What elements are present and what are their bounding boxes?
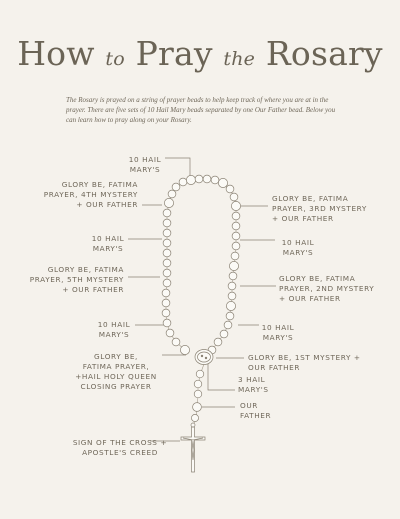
our-father-bead [218, 178, 227, 187]
hail-mary-bead [232, 242, 240, 250]
label-glory-be-1st-mystery: GLORY BE, 1ST MYSTERY + OUR FATHER [248, 353, 361, 372]
hail-mary-bead [232, 232, 240, 240]
hail-mary-bead [163, 229, 171, 237]
hail-mary-bead [163, 259, 171, 267]
hail-mary-bead [211, 176, 219, 184]
our-father-bead [231, 201, 240, 210]
pendant-bead [191, 414, 198, 421]
hail-mary-bead [231, 252, 239, 260]
title-word-to: to [105, 48, 125, 70]
hail-mary-bead [232, 222, 240, 230]
leader-lines [128, 158, 276, 441]
label-our-father: OUR FATHER [240, 401, 272, 420]
label-three-hail-marys: 3 HAIL MARY'S [238, 375, 269, 394]
hail-mary-bead [162, 289, 170, 297]
hail-mary-bead [232, 212, 240, 220]
label-left-hail-marys-2: 10 HAIL MARY'S [97, 320, 131, 339]
label-glory-be-5th-mystery: GLORY BE, FATIMA PRAYER, 5TH MYSTERY + OUR FATHER [29, 265, 124, 294]
intro-paragraph: The Rosary is prayed on a string of prayer beads to help keep track of where you are at in the prayer. There are five sets of 10 Hail Mary beads separated by one Our Father bead. Below you can learn how to pray along on your Rosary. [66, 96, 336, 124]
hail-mary-bead [162, 309, 170, 317]
hail-mary-bead [163, 249, 171, 257]
label-glory-be-4th-mystery: GLORY BE, FATIMA PRAYER, 4TH MYSTERY + OUR FATHER [43, 180, 138, 209]
hail-mary-bead [163, 279, 171, 287]
hail-mary-bead [163, 209, 171, 217]
our-father-bead [193, 403, 202, 412]
our-father-bead [229, 261, 238, 270]
label-glory-be-2nd-mystery: GLORY BE, FATIMA PRAYER, 2ND MYSTERY + OUR FATHER [279, 274, 375, 303]
our-father-bead [164, 198, 173, 207]
hail-mary-bead [168, 190, 176, 198]
title-word-rosary: Rosary [265, 34, 383, 73]
our-father-bead [186, 175, 195, 184]
hail-mary-bead [179, 178, 187, 186]
hail-mary-bead [163, 219, 171, 227]
crucifix-icon [181, 423, 205, 472]
label-top-hail-marys: 10 HAIL MARY'S [128, 155, 162, 174]
label-closing-prayer: GLORY BE, FATIMA PRAYER, +HAIL HOLY QUEEN CLOSING PRAYER [75, 352, 157, 391]
title-word-how: How [17, 34, 95, 73]
rosary-beads [162, 175, 240, 422]
label-sign-of-the-cross: SIGN OF THE CROSS + APOSTLE'S CREED [72, 438, 168, 457]
label-left-hail-marys-1: 10 HAIL MARY'S [91, 234, 125, 253]
hail-mary-bead [172, 183, 180, 191]
hail-mary-bead [224, 321, 232, 329]
hail-mary-bead [163, 269, 171, 277]
hail-mary-bead [166, 329, 174, 337]
hail-mary-bead [229, 272, 237, 280]
hail-mary-bead [163, 239, 171, 247]
hail-mary-bead [162, 299, 170, 307]
hail-mary-bead [226, 185, 234, 193]
label-right-hail-marys-1: 10 HAIL MARY'S [281, 238, 315, 257]
label-glory-be-3rd-mystery: GLORY BE, FATIMA PRAYER, 3RD MYSTERY + OUR FATHER [272, 194, 367, 223]
hail-mary-bead [220, 330, 228, 338]
hail-mary-bead [230, 193, 238, 201]
miraculous-medal-icon [195, 350, 213, 365]
hail-mary-bead [194, 390, 202, 398]
our-father-bead [226, 301, 235, 310]
hail-mary-bead [228, 292, 236, 300]
our-father-bead [180, 345, 189, 354]
hail-mary-bead [195, 175, 203, 183]
hail-mary-bead [194, 380, 202, 388]
title-word-pray: Pray [135, 34, 213, 73]
hail-mary-bead [203, 175, 211, 183]
hail-mary-bead [226, 312, 234, 320]
hail-mary-bead [163, 319, 171, 327]
hail-mary-bead [214, 338, 222, 346]
label-right-hail-marys-2: 10 HAIL MARY'S [261, 323, 295, 342]
title-word-the: the [223, 48, 256, 70]
rosary-chain [166, 179, 236, 425]
hail-mary-bead [172, 338, 180, 346]
hail-mary-bead [196, 370, 204, 378]
hail-mary-bead [228, 282, 236, 290]
